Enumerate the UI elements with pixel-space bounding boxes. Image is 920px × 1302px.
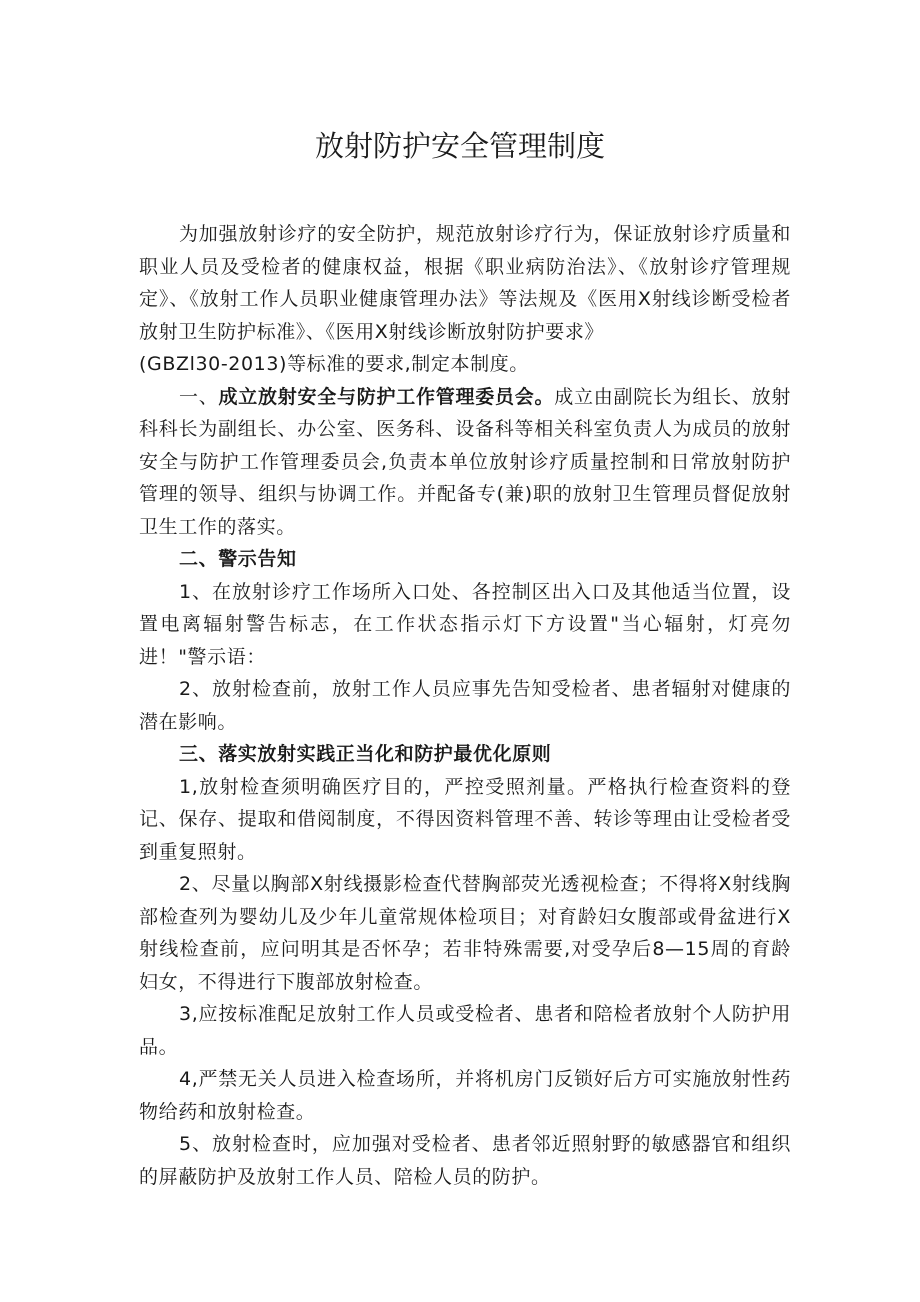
section2-item-1: 1、在放射诊疗工作场所入口处、各控制区出入口及其他适当位置，设置电离辐射警告标志，在工作状态指示灯下方设置"当心辐射，灯亮勿进！"警示语： xyxy=(139,580,791,668)
intro-paragraph xyxy=(139,218,791,348)
section3-item-1: 1,放射检查须明确医疗目的，严控受照剂量。严格执行检查资料的登记、保存、提取和借阅制度，不得因资料管理不善、转诊等理由让受检者受到重复照射。 xyxy=(139,775,791,863)
page-title: 放射防护安全管理制度 xyxy=(314,129,605,163)
intro-text: 为加强放射诊疗的安全防护，规范放射诊疗行为，保证放射诊疗质量和职业人员及受检者的健康权益，根据《职业病防治法》、《放射诊疗管理规定》、《放射工作人员职业健康管理办法》等法规及《医用X射线诊断受检者放射卫生防护标准》、《医用X射线诊断放射防护要求》 xyxy=(139,223,791,343)
section1-heading: 成立放射安全与防护工作管理委员会。 xyxy=(218,385,555,408)
section2-item-2: 2、放射检查前，放射工作人员应事先告知受检者、患者辐射对健康的潜在影响。 xyxy=(139,678,791,733)
document-body xyxy=(139,218,791,1193)
section1-paragraph xyxy=(139,381,791,544)
section3-item-5: 5、放射检查时，应加强对受检者、患者邻近照射野的敏感器官和组织的屏蔽防护及放射工作人员、陪检人员的防护。 xyxy=(139,1133,791,1188)
intro-standard-text: (GBZl30-2013)等标准的要求,制定本制度。 xyxy=(139,353,529,375)
section1-prefix: 一、 xyxy=(179,385,219,408)
intro-standard-line xyxy=(139,348,791,381)
section1-text: 成立由副院长为组长、放射科科长为副组长、办公室、医务科、设备科等相关科室负责人为成员的放射安全与防护工作管理委员会,负责本单位放射诊疗质量控制和日常放射防护管理的领导、组织与协调工作。并配备专(兼)职的放射卫生管理员督促放射卫生工作的落实。 xyxy=(139,385,792,538)
section3-item-3: 3,应按标准配足放射工作人员或受检者、患者和陪检者放射个人防护用品。 xyxy=(139,1003,791,1058)
section3-heading: 三、落实放射实践正当化和防护最优化原则 xyxy=(179,743,552,765)
section3-item-2: 2、尽量以胸部X射线摄影检查代替胸部荧光透视检查；不得将X射线胸部检查列为婴幼儿及少年儿童常规体检项目；对育龄妇女腹部或骨盆进行X射线检查前，应问明其是否怀孕；若非特殊需要,对受孕后8—15周的育龄妇女，不得进行下腹部放射检查。 xyxy=(139,873,791,993)
section2-heading: 二、警示告知 xyxy=(179,548,297,570)
section3-item-4: 4,严禁无关人员进入检查场所，并将机房门反锁好后方可实施放射性药物给药和放射检查。 xyxy=(139,1068,791,1123)
